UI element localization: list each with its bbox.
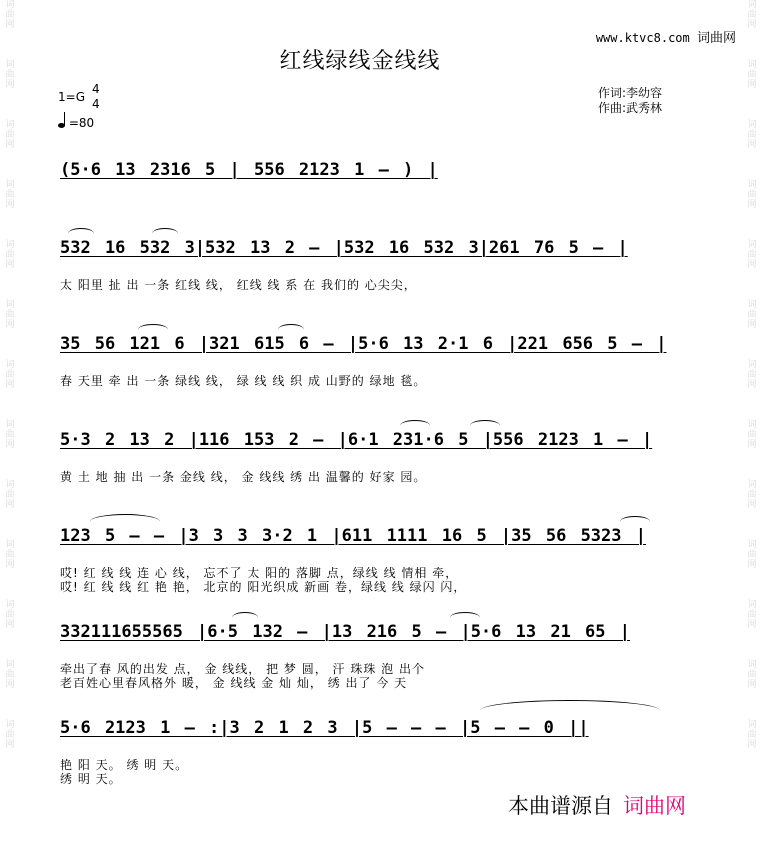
- score-line-3: [60, 430, 700, 490]
- source-credit: [508, 790, 686, 820]
- lyrics-line-5-verse-2: 老百姓心里春风格外 暖， 金 线线 金 灿 灿， 绣 出了 今 天: [60, 676, 408, 690]
- source-text: 本曲谱源自: [508, 794, 613, 818]
- lyrics-line-2: 春 天里 牵 出 一条 绿线 线， 绿 线 线 织 成 山野的 绿地 毯。: [60, 374, 427, 388]
- score-line-6: [60, 718, 700, 788]
- score-line-2: [60, 334, 700, 394]
- time-signature: [92, 82, 100, 112]
- site-name: 词曲网: [696, 31, 736, 46]
- notation-intro: (5·6 13 2316 5 | 556 2123 1 – ) |: [60, 160, 438, 180]
- lyrics-line-5-verse-1: 牵出了春 风的出发 点， 金 线线， 把 梦 圆， 汗 珠珠 泡 出个: [60, 662, 425, 676]
- lyrics-line-1: 太 阳里 扯 出 一条 红线 线， 红线 线 系 在 我们的 心尖尖，: [60, 278, 417, 292]
- notation-line-1: 532 16 532 3|532 13 2 – |532 16 532 3|261 76 5 – |: [60, 238, 628, 258]
- tempo-mark: [58, 116, 94, 130]
- watermark-right: 词 曲 网 词 曲 网 词 曲 网 词 曲 网 词 曲 网 词 曲 网 词 曲 网 词 曲 网 词 曲 网 词 曲 网 词 曲 网 词 曲 网 词 曲 网: [747, 0, 757, 750]
- notation-line-5: 332111655565 |6·5 132 – |13 216 5 – |5·6 13 21 65 |: [60, 622, 630, 642]
- site-url[interactable]: www.ktvc8.com: [595, 31, 690, 45]
- score-line-intro: [60, 160, 700, 190]
- lyrics-line-4-verse-2: 哎! 红 线 线 红 艳 艳， 北京的 阳光织成 新画 卷，绿线 线 绿闪 闪，: [60, 580, 467, 594]
- credits: [598, 86, 662, 116]
- watermark-left: 词 曲 网 词 曲 网 词 曲 网 词 曲 网 词 曲 网 词 曲 网 词 曲 网 词 曲 网 词 曲 网 词 曲 网 词 曲 网 词 曲 网 词 曲 网: [5, 0, 15, 750]
- lyrics-line-3: 黄 土 地 抽 出 一条 金线 线， 金 线线 绣 出 温馨的 好家 园。: [60, 470, 427, 484]
- time-top: 4: [92, 82, 100, 96]
- score-line-1: [60, 238, 700, 298]
- song-title: 红线绿线金线线: [279, 49, 441, 74]
- notation-line-3: 5·3 2 13 2 |116 153 2 – |6·1 231·6 5 |556 2123 1 – |: [60, 430, 653, 450]
- lyrics-line-6-verse-2: 绣 明 天。: [60, 772, 122, 786]
- source-brand-link[interactable]: 词曲网: [623, 794, 686, 818]
- key-signature: 1=G: [58, 90, 85, 104]
- tempo-value: =80: [68, 116, 95, 130]
- score-line-4: [60, 526, 700, 596]
- notation-line-2: 35 56 121 6 |321 615 6 – |5·6 13 2·1 6 |221 656 5 – |: [60, 334, 667, 354]
- time-bottom: 4: [92, 97, 100, 111]
- lyricist: 作词:李幼容: [598, 86, 663, 100]
- quarter-note-icon: [58, 123, 65, 128]
- lyrics-line-4-verse-1: 哎! 红 线 线 连 心 线， 忘不了 太 阳的 落脚 点，绿线 线 情相 牵，: [60, 566, 459, 580]
- lyrics-line-6-verse-1: 艳 阳 天。 绣 明 天。: [60, 758, 189, 772]
- notation-line-4: 123 5 – – |3 3 3 3·2 1 |611 1111 16 5 |35 56 5323 |: [60, 526, 646, 546]
- score-line-5: [60, 622, 700, 692]
- composer: 作曲:武秀林: [598, 101, 663, 115]
- notation-line-6: 5·6 2123 1 – :|3 2 1 2 3 |5 – – – |5 – – 0 ||: [60, 718, 589, 738]
